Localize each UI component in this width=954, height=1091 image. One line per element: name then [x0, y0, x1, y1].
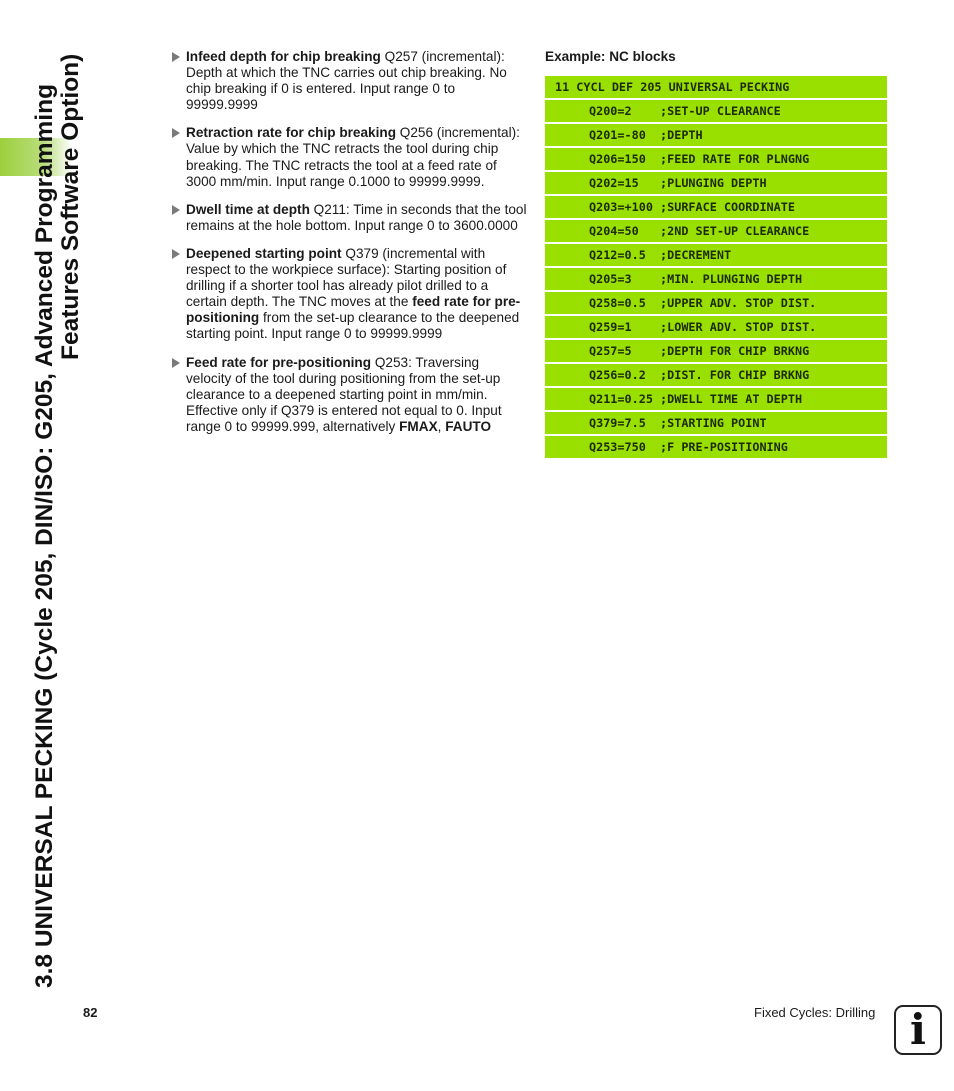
- bullet-arrow-icon: [172, 249, 180, 259]
- param-description-cont: from the set-up clearance to the deepened starting point. Input range 0 to 99999.9999: [186, 310, 520, 342]
- nc-block-line: Q257=5 ;DEPTH FOR CHIP BRKNG: [545, 340, 887, 362]
- param-description: : Time in seconds that the tool remains at the hole bottom. Input range 0 to 3600.0000: [186, 201, 527, 233]
- info-icon: [894, 1005, 942, 1055]
- param-q253: [172, 355, 528, 435]
- param-emphasis: feed rate for pre-positioning: [186, 294, 521, 326]
- nc-block-line: Q206=150 ;FEED RATE FOR PLNGNG: [545, 148, 887, 170]
- nc-block-line: Q203=+100 ;SURFACE COORDINATE: [545, 196, 887, 218]
- example-heading: Example: NC blocks: [545, 49, 676, 64]
- param-description: (incremental with respect to the workpiece surface): Starting position of drilling if a shorter tool has already pilot drilled to a certain depth. The TNC moves at the: [186, 245, 507, 310]
- nc-block-line: Q258=0.5 ;UPPER ADV. STOP DIST.: [545, 292, 887, 314]
- param-name: Dwell time at depth: [186, 201, 310, 217]
- nc-block-line: Q204=50 ;2ND SET-UP CLEARANCE: [545, 220, 887, 242]
- param-code: Q257: [380, 49, 418, 64]
- param-code: Q211: [309, 201, 346, 217]
- parameter-list: [172, 49, 528, 447]
- param-description-cont: ,: [437, 418, 446, 434]
- nc-block-line: Q211=0.25 ;DWELL TIME AT DEPTH: [545, 388, 887, 410]
- bullet-arrow-icon: [172, 358, 180, 368]
- param-q211: [172, 202, 528, 234]
- nc-block-line: Q256=0.2 ;DIST. FOR CHIP BRKNG: [545, 364, 887, 386]
- nc-block-line: Q200=2 ;SET-UP CLEARANCE: [545, 100, 887, 122]
- nc-block-line: Q201=-80 ;DEPTH: [545, 124, 887, 146]
- param-code: Q253: [371, 354, 409, 370]
- nc-block-list: [545, 76, 887, 460]
- param-q256: [172, 125, 528, 189]
- param-q257: [172, 49, 528, 113]
- side-title-line-2: Features Software Option): [57, 53, 84, 360]
- param-name: Retraction rate for chip breaking: [186, 125, 396, 141]
- nc-block-line: Q205=3 ;MIN. PLUNGING DEPTH: [545, 268, 887, 290]
- param-emphasis: FAUTO: [445, 418, 492, 434]
- param-code: Q256: [396, 125, 434, 141]
- page-number: 82: [83, 1005, 98, 1020]
- section-label: Fixed Cycles: Drilling: [754, 1005, 876, 1020]
- param-name: Deepened starting point: [186, 245, 342, 261]
- nc-block-line: Q259=1 ;LOWER ADV. STOP DIST.: [545, 316, 887, 338]
- nc-block-line: Q379=7.5 ;STARTING POINT: [545, 412, 887, 434]
- param-code: Q379: [341, 245, 379, 261]
- nc-block-line: Q202=15 ;PLUNGING DEPTH: [545, 172, 887, 194]
- param-description: : Traversing velocity of the tool during positioning from the set-up clearance to a deepened starting point in mm/min. Effective only if Q379 is entered not equal to 0. Input range 0 to 99999.999, alternatively: [186, 354, 502, 434]
- bullet-arrow-icon: [172, 205, 180, 215]
- chapter-side-title: [18, 0, 98, 1000]
- param-description: (incremental): Value by which the TNC retracts the tool during chip breaking. The TNC retracts the tool at a feed rate of 3000 mm/min. Input range 0.1000 to 99999.9999.: [186, 125, 520, 189]
- param-q379: [172, 246, 528, 343]
- param-name: Feed rate for pre-positioning: [186, 354, 372, 370]
- info-glyph: i: [910, 1005, 926, 1054]
- param-name: Infeed depth for chip breaking: [186, 49, 381, 64]
- nc-block-line: Q253=750 ;F PRE-POSITIONING: [545, 436, 887, 458]
- side-title-line-1: 3.8 UNIVERSAL PECKING (Cycle 205, DIN/ISO: G205, Advanced Programming: [31, 83, 58, 988]
- bullet-arrow-icon: [172, 128, 180, 138]
- bullet-arrow-icon: [172, 52, 180, 62]
- param-description: (incremental): Depth at which the TNC carries out chip breaking. No chip breaking if 0 is entered. Input range 0 to 99999.9999: [186, 49, 507, 113]
- param-emphasis: FMAX: [399, 418, 438, 434]
- nc-block-line: Q212=0.5 ;DECREMENT: [545, 244, 887, 266]
- nc-block-line: 11 CYCL DEF 205 UNIVERSAL PECKING: [545, 76, 887, 98]
